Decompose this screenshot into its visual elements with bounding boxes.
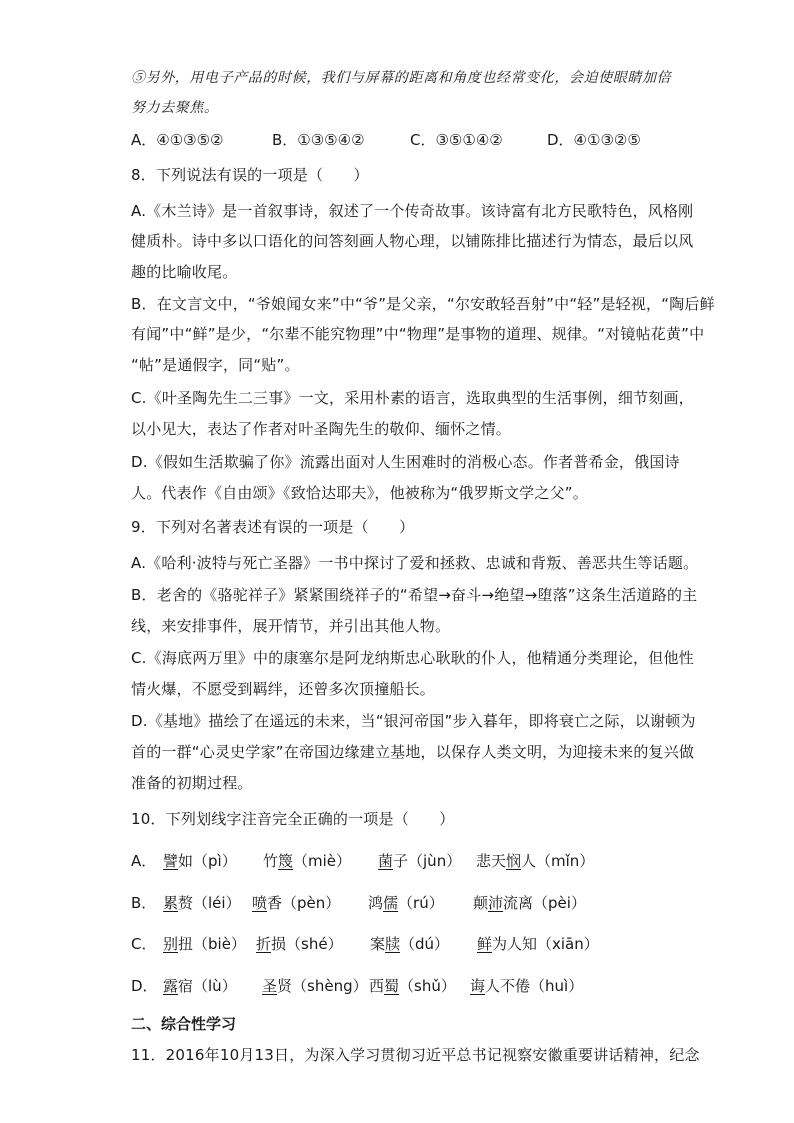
section-heading: 二、综合性学习 — [131, 1015, 237, 1033]
pinyin-suffix: （shǔ） — [399, 977, 456, 995]
underlined-char: 沛 — [488, 894, 504, 912]
pinyin-prefix: 鸿 — [368, 894, 384, 912]
pinyin-suffix: （dú） — [400, 935, 450, 953]
q11-stem-line1: 11．2016年10月13日，为深入学习贯彻习近平总书记视察安徽重要讲话精神，纪念 — [131, 1046, 700, 1064]
q10-stem: 10．下列划线字注音完全正确的一项是（ ） — [131, 810, 455, 828]
pinyin-suffix: （miè） — [293, 852, 352, 870]
q7-option-a[interactable]: A．④①③⑤② — [131, 131, 224, 149]
q7-option-c[interactable]: C．③⑤①④② — [410, 131, 503, 149]
pinyin-prefix: 竹 — [263, 852, 279, 870]
underlined-char: 儒 — [383, 894, 399, 912]
pinyin-suffix: 扭（biè） — [178, 935, 246, 953]
pinyin-prefix: 悲天 — [476, 852, 507, 870]
q9-option-b-line2: 线，来安排事件，展开情节，并引出其他人物。 — [131, 617, 451, 635]
q8-option-d-line1[interactable]: D.《假如生活欺骗了你》流露出面对人生困难时的消极心态。作者普希金，俄国诗 — [131, 453, 680, 471]
pinyin-suffix: 人（mǐn） — [521, 852, 595, 870]
q9-option-c-line2: 情火爆，不愿受到羁绊，还曾多次顶撞船长。 — [131, 680, 436, 698]
q8-stem: 8．下列说法有误的一项是（ ） — [131, 166, 369, 184]
q9-option-d-line3: 准备的初期过程。 — [131, 774, 253, 792]
q10-pinyin-item — [477, 934, 599, 954]
q8-option-a-line2: 健质朴。诗中多以口语化的问答刻画人物心理，以铺陈排比描述行为情态，最后以风 — [131, 232, 694, 250]
underlined-char: 折 — [256, 935, 272, 953]
q10-option-label[interactable]: A． — [131, 852, 157, 870]
q9-option-d-line1[interactable]: D.《基地》描绘了在遥远的未来，当“银河帝国”步入暮年，即将衰亡之际，以谢顿为 — [131, 712, 696, 730]
q8-option-c-line1[interactable]: C.《叶圣陶先生二三事》一文，采用朴素的语言，选取典型的生活事例，细节刻画， — [131, 389, 694, 407]
q9-option-b-line1[interactable]: B．老舍的《骆驼祥子》紧紧围绕祥子的“希望→奋斗→绝望→堕落”这条生活道路的主 — [131, 586, 698, 604]
q10-pinyin-item — [378, 851, 461, 871]
pinyin-suffix: 宿（lù） — [178, 977, 237, 995]
q7-option-b[interactable]: B．①③⑤④② — [272, 131, 365, 149]
q8-option-b-line3: “帖”是通假字，同“贴”。 — [131, 356, 300, 374]
pinyin-suffix: 子（jùn） — [393, 852, 462, 870]
q10-pinyin-item — [476, 851, 594, 871]
pinyin-prefix: 颠 — [473, 894, 489, 912]
q10-pinyin-item — [370, 934, 449, 954]
q10-pinyin-item — [163, 934, 246, 954]
q7-sentence-5-line2: 努力去聚焦。 — [131, 100, 219, 116]
underlined-char: 牍 — [385, 935, 401, 953]
q8-option-b-line1[interactable]: B．在文言文中，“爷娘闻女来”中“爷”是父亲，“尔安敢轻吾射”中“轻”是轻视，“陶后鲜 — [131, 295, 715, 313]
q10-pinyin-item — [262, 976, 368, 996]
q10-pinyin-item — [368, 893, 444, 913]
q10-pinyin-item — [473, 893, 586, 913]
q8-option-a-line1[interactable]: A.《木兰诗》是一首叙事诗，叙述了一个传奇故事。该诗富有北方民歌特色，风格刚 — [131, 202, 694, 220]
q10-option-label[interactable]: D． — [131, 977, 158, 995]
pinyin-suffix: （rú） — [398, 894, 444, 912]
underlined-char: 悯 — [506, 852, 522, 870]
q9-option-d-line2: 首的一群“心灵史学家”在帝国边缘建立基地，以保存人类文明，为迎接未来的复兴做 — [131, 743, 695, 761]
q10-pinyin-item — [163, 893, 241, 913]
underlined-char: 喷 — [252, 894, 268, 912]
q7-sentence-5-line1: ⑤另外，用电子产品的时候，我们与屏幕的距离和角度也经常变化，会迫使眼睛加倍 — [131, 70, 672, 86]
underlined-char: 露 — [163, 977, 179, 995]
underlined-char: 别 — [163, 935, 179, 953]
pinyin-prefix: 西 — [369, 977, 385, 995]
q9-option-c-line1[interactable]: C.《海底两万里》中的康塞尔是阿龙纳斯忠心耿耿的仆人，他精通分类理论，但他性 — [131, 649, 694, 667]
pinyin-suffix: 人不倦（huì） — [485, 977, 584, 995]
q8-option-d-line2: 人。代表作《自由颂》《致恰达耶夫》，他被称为“俄罗斯文学之父”。 — [131, 484, 588, 502]
q10-pinyin-item — [163, 976, 237, 996]
q10-pinyin-item — [252, 893, 340, 913]
q8-option-c-line2: 以小见大，表达了作者对叶圣陶先生的敬仰、缅怀之情。 — [131, 420, 512, 438]
underlined-char: 诲 — [470, 977, 486, 995]
q10-pinyin-item — [256, 934, 343, 954]
pinyin-suffix: 贤（shèng） — [277, 977, 368, 995]
q9-option-a[interactable]: A.《哈利·波特与死亡圣器》一书中探讨了爱和拯救、忠诚和背叛、善恶共生等话题。 — [131, 554, 699, 572]
underlined-char: 圣 — [262, 977, 278, 995]
underlined-char: 蜀 — [384, 977, 400, 995]
q9-stem: 9．下列对名著表述有误的一项是（ ） — [131, 518, 415, 536]
underlined-char: 菌 — [378, 852, 394, 870]
pinyin-suffix: 损（shé） — [271, 935, 343, 953]
underlined-char: 譬 — [163, 852, 179, 870]
q10-pinyin-item — [369, 976, 456, 996]
q10-pinyin-item — [263, 851, 351, 871]
q8-option-a-line3: 趣的比喻收尾。 — [131, 263, 238, 281]
q7-option-d[interactable]: D．④①③②⑤ — [547, 131, 641, 149]
q10-pinyin-item — [163, 851, 237, 871]
q8-option-b-line2: 有闻”中“鲜”是少，“尔辈不能究物理”中“物理”是事物的道理、规律。“对镜帖花黄”中 — [131, 325, 705, 343]
pinyin-suffix: 为人知（xiān） — [492, 935, 599, 953]
pinyin-suffix: 赘（léi） — [178, 894, 241, 912]
underlined-char: 累 — [163, 894, 179, 912]
underlined-char: 鲜 — [477, 935, 493, 953]
pinyin-suffix: 香（pèn） — [267, 894, 341, 912]
underlined-char: 篾 — [278, 852, 294, 870]
pinyin-prefix: 案 — [370, 935, 386, 953]
q10-option-label[interactable]: C． — [131, 935, 157, 953]
q10-option-label[interactable]: B． — [131, 894, 157, 912]
pinyin-suffix: 如（pì） — [178, 852, 237, 870]
q10-pinyin-item — [470, 976, 583, 996]
pinyin-suffix: 流离（pèi） — [503, 894, 586, 912]
